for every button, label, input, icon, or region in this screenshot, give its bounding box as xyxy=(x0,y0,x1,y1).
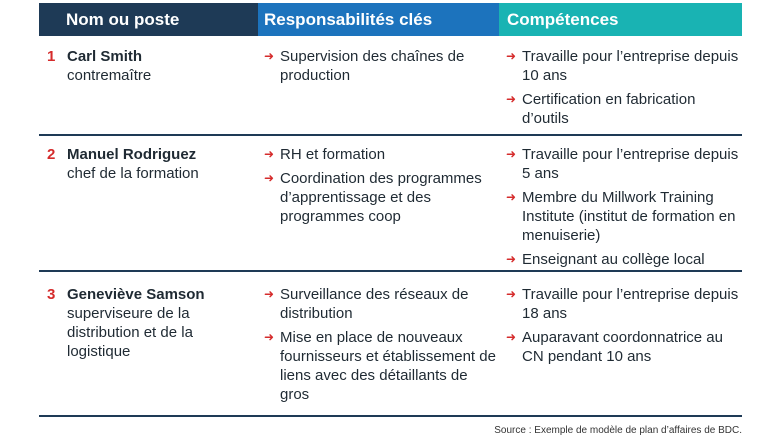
arrow-right-icon: ➜ xyxy=(264,287,275,301)
list-item: ➜ Supervision des chaînes de production xyxy=(264,48,465,84)
person-name: Manuel Rodriguez xyxy=(67,146,197,163)
header-name-position: Nom ou poste xyxy=(39,3,258,36)
header-responsibilities: Responsabilités clés xyxy=(258,3,499,36)
skills-cell xyxy=(506,47,742,133)
row-number: 2 xyxy=(47,146,56,163)
row-number: 3 xyxy=(47,286,56,303)
person-cell xyxy=(67,47,252,85)
arrow-right-icon: ➜ xyxy=(506,49,517,63)
list-item: ➜ Travaille pour l’entreprise depuis 18 ans xyxy=(506,286,739,322)
responsibilities-cell xyxy=(264,47,499,90)
arrow-right-icon: ➜ xyxy=(264,49,275,63)
skills-cell xyxy=(506,285,742,371)
person-role: superviseure de la distribution et de la logistique xyxy=(67,305,193,360)
list-item: ➜ Membre du Millwork Training Institute (institut de formation en menuiserie) xyxy=(506,189,736,244)
list-item: ➜ Mise en place de nouveaux fournisseurs et établissement de liens avec des détaillants de gros xyxy=(264,329,496,403)
person-name: Geneviève Samson xyxy=(67,286,205,303)
arrow-right-icon: ➜ xyxy=(506,147,517,161)
arrow-right-icon: ➜ xyxy=(506,330,517,344)
arrow-right-icon: ➜ xyxy=(264,171,275,185)
table-bottom-border xyxy=(39,415,742,417)
arrow-right-icon: ➜ xyxy=(264,330,275,344)
skills-cell xyxy=(506,145,742,274)
arrow-right-icon: ➜ xyxy=(506,287,517,301)
person-cell xyxy=(67,145,252,183)
arrow-right-icon: ➜ xyxy=(506,252,517,266)
list-item: ➜ Travaille pour l’entreprise depuis 10 ans xyxy=(506,48,739,84)
list-item: ➜ Certification en fabrication d’outils xyxy=(506,91,696,127)
arrow-right-icon: ➜ xyxy=(506,190,517,204)
row-divider xyxy=(39,270,742,272)
header-skills: Compétences xyxy=(499,3,742,36)
list-item: ➜ Travaille pour l’entreprise depuis 5 ans xyxy=(506,146,739,182)
arrow-right-icon: ➜ xyxy=(264,147,275,161)
responsibilities-cell xyxy=(264,145,499,231)
source-note: Source : Exemple de modèle de plan d’affaires de BDC. xyxy=(494,425,742,436)
person-role: chef de la formation xyxy=(67,165,199,182)
list-item: ➜ Surveillance des réseaux de distribution xyxy=(264,286,469,322)
person-role: contremaître xyxy=(67,67,152,84)
list-item: ➜ Auparavant coordonnatrice au CN pendant 10 ans xyxy=(506,329,723,365)
row-number: 1 xyxy=(47,48,56,65)
table-header xyxy=(39,3,742,36)
list-item: ➜ Enseignant au collège local xyxy=(506,251,705,268)
list-item: ➜ Coordination des programmes d’apprentissage et des programmes coop xyxy=(264,170,482,225)
team-table xyxy=(39,3,742,403)
list-item: ➜ RH et formation xyxy=(264,146,386,163)
responsibilities-cell xyxy=(264,285,499,409)
person-name: Carl Smith xyxy=(67,48,143,65)
arrow-right-icon: ➜ xyxy=(506,92,517,106)
person-cell xyxy=(67,285,252,361)
row-divider xyxy=(39,134,742,136)
